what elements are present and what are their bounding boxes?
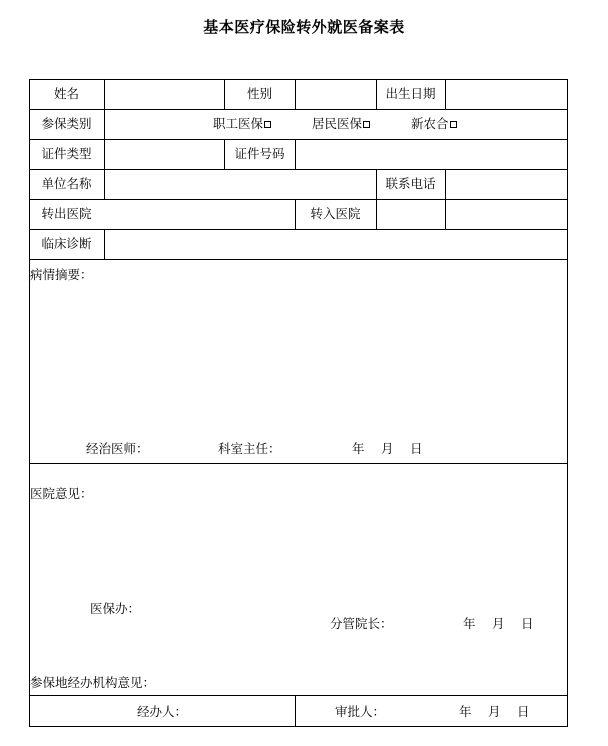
row-divider <box>29 199 568 200</box>
date-day: 日 <box>517 704 530 719</box>
hospital-opinion-label: 医院意见： <box>30 486 93 501</box>
option-label: 居民医保 <box>312 116 363 131</box>
department-director-label: 科室主任： <box>218 441 281 456</box>
row-divider <box>29 695 568 696</box>
date-year: 年 <box>352 441 365 456</box>
date-day: 日 <box>410 441 423 456</box>
row-divider <box>29 229 568 230</box>
to-hospital-label: 转入医院 <box>310 206 361 221</box>
date-day: 日 <box>521 616 534 631</box>
date-month: 月 <box>488 704 501 719</box>
option-label: 新农合 <box>411 116 449 131</box>
cell-divider <box>445 169 446 199</box>
table-border-bottom <box>29 726 568 727</box>
option-label: 职工医保 <box>213 116 264 131</box>
cell-divider <box>104 109 105 139</box>
name-label: 姓名 <box>53 86 79 101</box>
row-divider <box>29 169 568 170</box>
cell-divider <box>445 199 446 229</box>
row-divider <box>29 109 568 110</box>
checkbox[interactable] <box>363 121 370 128</box>
id-number-label: 证件号码 <box>234 146 285 161</box>
table-border-right <box>567 79 568 727</box>
gender-label: 性别 <box>246 86 272 101</box>
cell-divider <box>104 79 105 109</box>
cell-divider <box>295 139 296 169</box>
option-employee-insurance[interactable] <box>213 117 271 131</box>
option-resident-insurance[interactable] <box>312 117 370 131</box>
row-divider <box>29 259 568 260</box>
date-year: 年 <box>459 704 472 719</box>
date-month: 月 <box>381 441 394 456</box>
cell-divider <box>104 139 105 169</box>
cell-divider <box>104 169 105 199</box>
page-title: 基本医疗保险转外就医备案表 <box>203 18 405 36</box>
attending-doctor-label: 经治医师： <box>86 441 149 456</box>
handler-label: 经办人： <box>137 704 188 719</box>
birth-date-label: 出生日期 <box>385 86 436 101</box>
cell-divider <box>104 229 105 259</box>
cell-divider <box>376 199 377 229</box>
employer-label: 单位名称 <box>41 176 92 191</box>
row-divider <box>29 139 568 140</box>
vice-president-label: 分管院长： <box>330 616 393 631</box>
diagnosis-label: 临床诊断 <box>41 236 92 251</box>
approver-label: 审批人： <box>335 704 386 719</box>
id-type-label: 证件类型 <box>41 146 92 161</box>
checkbox[interactable] <box>264 121 271 128</box>
from-hospital-label: 转出医院 <box>41 206 92 221</box>
checkbox[interactable] <box>450 121 457 128</box>
cell-divider <box>295 79 296 109</box>
date-year: 年 <box>463 616 476 631</box>
row-divider <box>29 463 568 464</box>
option-rural-cooperative[interactable] <box>411 117 457 131</box>
phone-label: 联系电话 <box>385 176 436 191</box>
cell-divider <box>445 79 446 109</box>
table-border-top <box>29 79 568 80</box>
case-summary-label: 病情摘要： <box>30 267 93 282</box>
cell-divider <box>295 695 296 727</box>
medical-insurance-office-label: 医保办： <box>90 601 141 616</box>
date-month: 月 <box>492 616 505 631</box>
insurance-type-label: 参保类别 <box>41 116 92 131</box>
agency-opinion-label: 参保地经办机构意见： <box>30 675 156 690</box>
filing-form <box>29 79 568 727</box>
